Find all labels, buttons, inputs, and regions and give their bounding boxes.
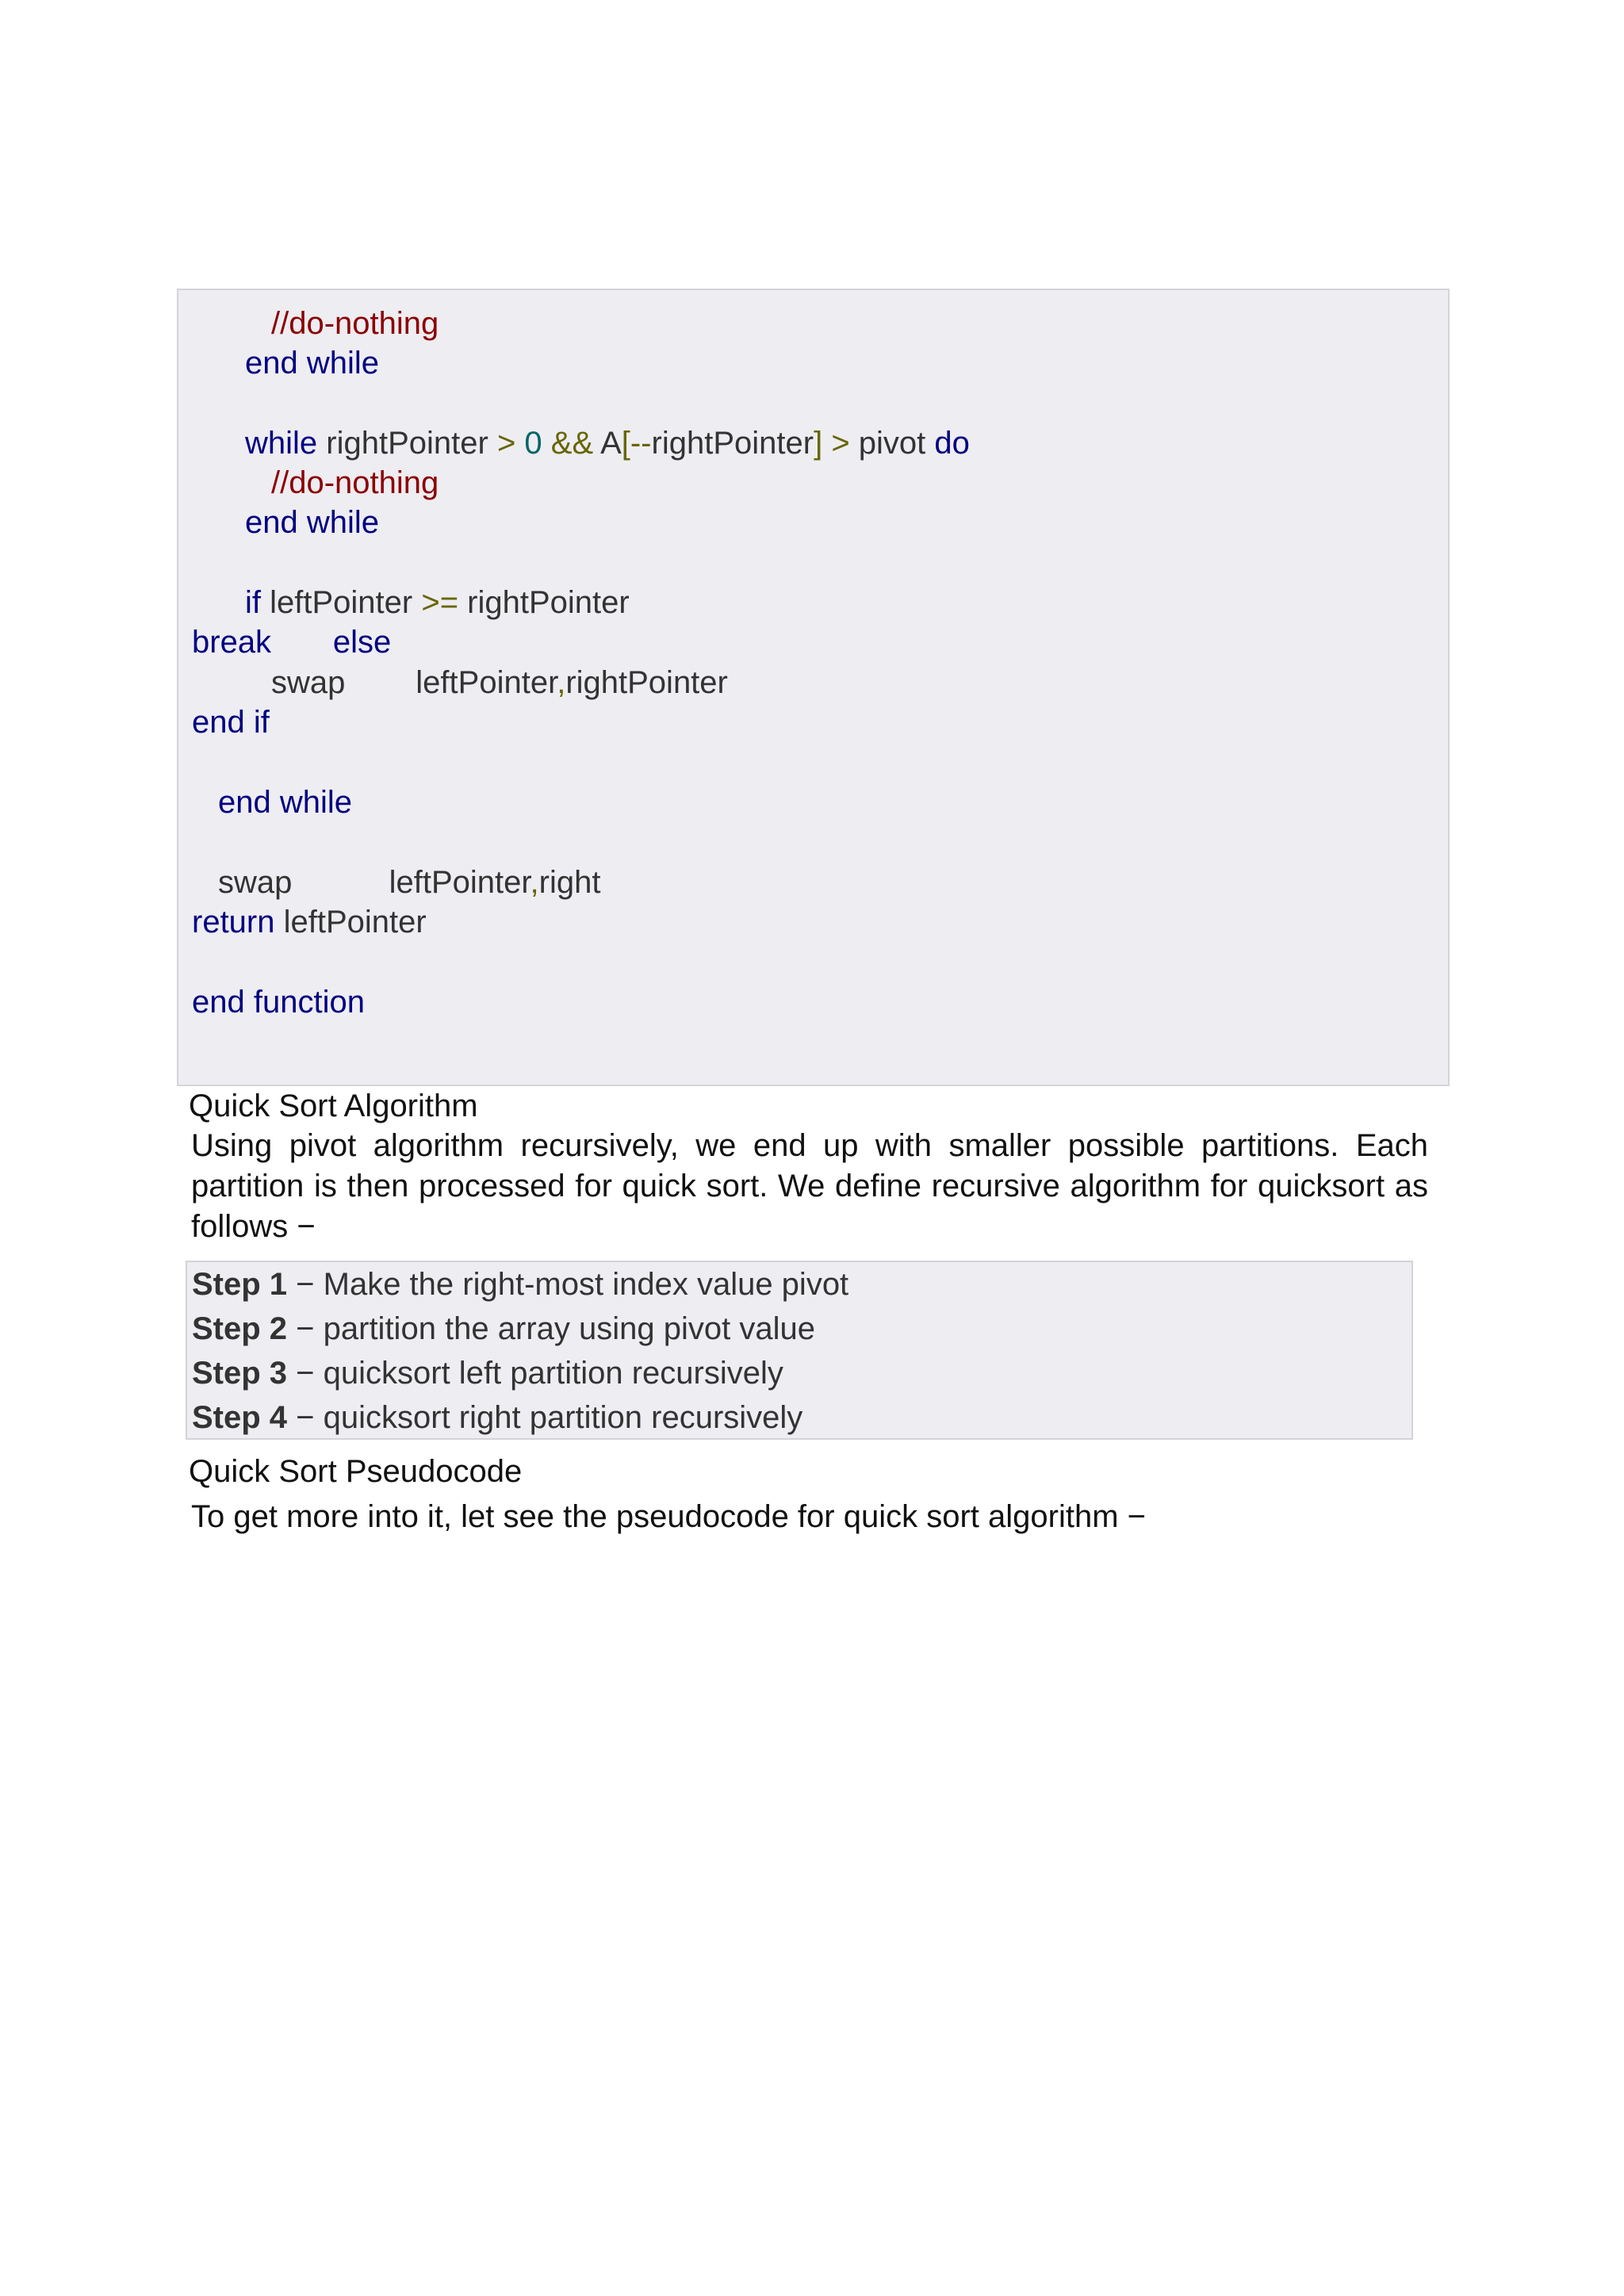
code-token: rightPointer [651, 426, 814, 461]
code-token [271, 625, 333, 660]
code-line [271, 304, 439, 343]
steps-box [186, 1261, 1413, 1440]
code-token: leftPointer [261, 585, 422, 620]
code-token: pivot [849, 426, 935, 461]
step-text: − partition the array using pivot value [287, 1311, 815, 1346]
code-token: while [245, 426, 318, 461]
code-token: rightPointer [458, 585, 630, 620]
code-token: end if [192, 705, 270, 740]
section-paragraph-pseudocode: To get more into it, let see the pseudocode for quick sort algorithm − [191, 1499, 1146, 1534]
code-line [245, 583, 630, 622]
code-line [192, 982, 365, 1022]
code-line [271, 463, 439, 503]
section-heading-algorithm: Quick Sort Algorithm [189, 1089, 478, 1123]
section-paragraph-algorithm: Using pivot algorithm recursively, we end up with smaller possible partitions. Each partition is then processed for quick sort. We define recursive algorithm for quicksort as follows − [191, 1128, 1428, 1244]
code-token: //do-nothing [271, 306, 439, 341]
code-token: else [332, 625, 392, 660]
step-row [192, 1262, 848, 1307]
step-text: − quicksort right partition recursively [287, 1400, 803, 1435]
code-token [822, 426, 831, 461]
code-token: right [538, 865, 601, 900]
code-token: && [550, 426, 594, 461]
code-token: end while [245, 505, 380, 540]
code-token: rightPointer [317, 426, 497, 461]
code-token: break [192, 625, 272, 660]
code-token: , [557, 665, 566, 700]
code-token [542, 426, 551, 461]
code-line [245, 503, 379, 542]
code-token: > [496, 426, 516, 461]
step-label: Step 1 [192, 1267, 288, 1302]
code-token: return [192, 905, 275, 939]
code-token: ] [814, 426, 823, 461]
step-text: − quicksort left partition recursively [287, 1356, 783, 1391]
code-token: , [530, 865, 539, 900]
code-token: do [934, 426, 970, 461]
code-line [192, 622, 391, 662]
code-block [177, 289, 1450, 1086]
code-token: //do-nothing [271, 465, 439, 500]
code-token: if [245, 585, 261, 620]
code-token: A [593, 426, 622, 461]
step-row [192, 1351, 783, 1395]
code-line [271, 663, 728, 702]
code-token: leftPointer [274, 905, 427, 939]
code-line [245, 423, 970, 463]
code-token: end while [245, 346, 380, 381]
section-heading-pseudocode: Quick Sort Pseudocode [189, 1454, 523, 1489]
step-text: − Make the right-most index value pivot [287, 1267, 849, 1302]
code-token: >= [421, 585, 459, 620]
step-row [192, 1307, 815, 1351]
code-token: rightPointer [565, 665, 728, 700]
code-token: swap leftPointer [218, 865, 530, 900]
code-token: swap leftPointer [271, 665, 557, 700]
code-line [218, 783, 352, 822]
code-token: end while [218, 785, 353, 820]
code-line [192, 902, 427, 942]
code-line [245, 343, 379, 383]
code-line [192, 702, 270, 742]
step-row [192, 1395, 802, 1440]
step-label: Step 2 [192, 1311, 288, 1346]
code-line [218, 863, 600, 902]
code-token [515, 426, 524, 461]
code-token: [-- [621, 426, 652, 461]
code-token: > [831, 426, 850, 461]
code-token: end function [192, 985, 365, 1020]
step-label: Step 3 [192, 1356, 288, 1391]
code-token: 0 [524, 426, 542, 461]
step-label: Step 4 [192, 1400, 288, 1435]
